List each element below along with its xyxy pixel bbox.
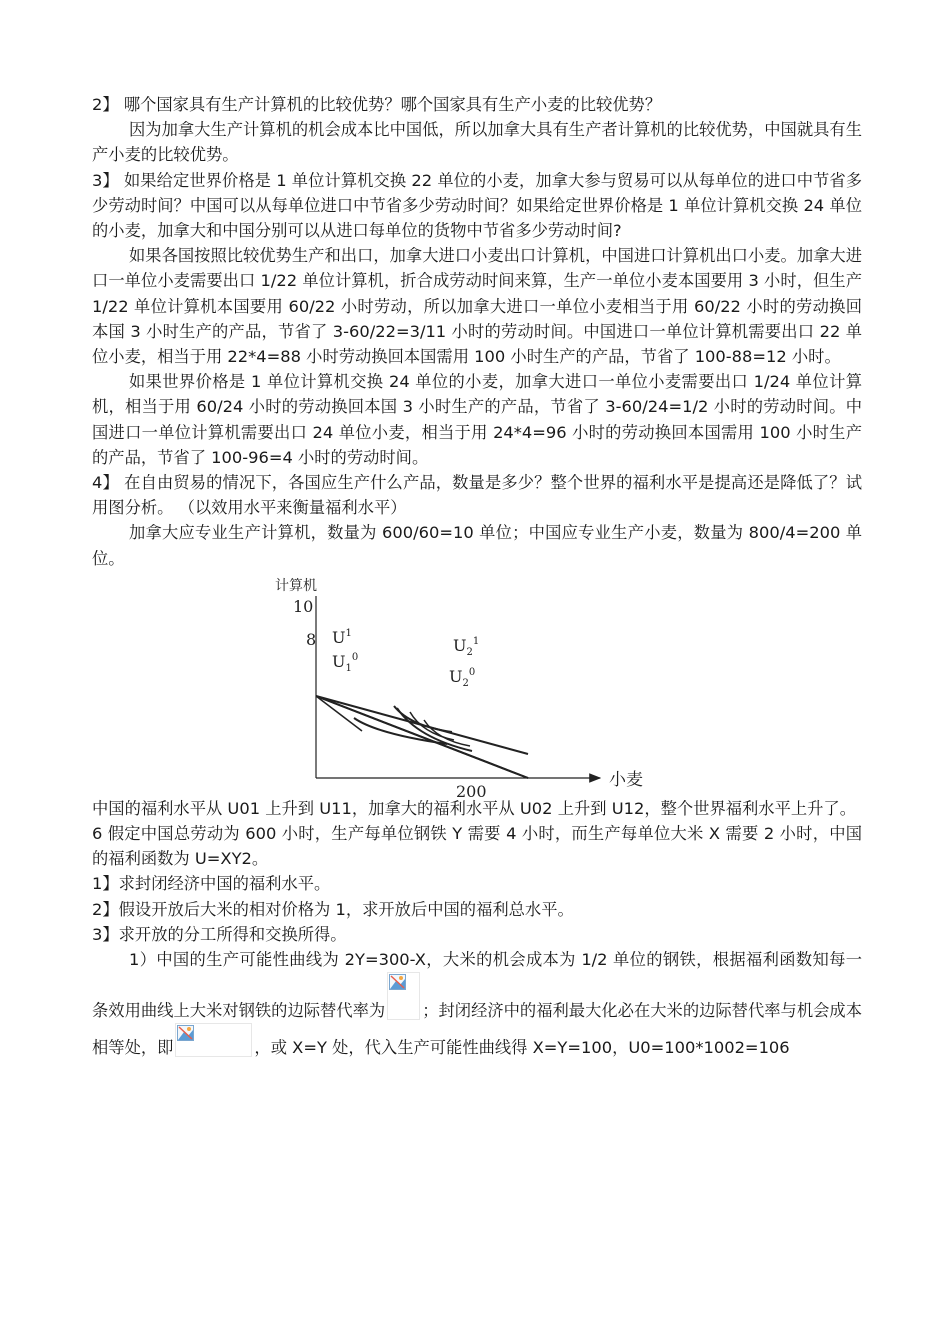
- q4-question: 4】 在自由贸易的情况下，各国应生产什么产品，数量是多少？整个世界的福利水平是提高还是降低了？试用图分析。 （以效用水平来衡量福利水平）: [92, 473, 862, 518]
- q6-answer-part-b: ；封闭经济中的福利最大化必在大米的边际替代率与机会成本相等处，即: [92, 1001, 862, 1058]
- q2-answer: 因为加拿大生产计算机的机会成本比中国低，所以加拿大具有生产者计算机的比较优势，中国就具有生产小麦的比较优势。: [92, 120, 862, 165]
- curve-label-u1-0: $U_1^0$: [332, 651, 359, 674]
- q4-answer: 加拿大应专业生产计算机，数量为 600/60=10 单位；中国应专业生产小麦，数量为 800/4=200 单位。: [92, 523, 862, 568]
- q6-sub3: 3】求开放的分工所得和交换所得。: [92, 924, 347, 944]
- q6-answer-part-c: ，或 X=Y 处，代入生产可能性曲线得 X=Y=100，U0=100*1002=106: [254, 1038, 790, 1058]
- q6-stem: 6 假定中国总劳动为 600 小时，生产每单位钢铁 Y 需要 4 小时，而生产每单位大米 X 需要 2 小时，中国的福利函数为 U=XY2。: [92, 824, 862, 869]
- x-axis-label: 小麦: [609, 769, 643, 790]
- q3-answer-1: 如果各国按照比较优势生产和出口，加拿大进口小麦出口计算机，中国进口计算机出口小麦。加拿大进口一单位小麦需要出口 1/22 单位计算机，折合成劳动时间来算，生产一单位小麦本国要用 3 小时，但生产 1/22 单位计算机本国要用 60/22 小时劳动，所以加拿大进口一单位小麦相当于用 60/22 小时的劳动换回本国 3 小时生产的产品，节省了 3-60/22=3/11 小时的劳动时间。中国进口一单位计算机需要出口 22 单位小麦，相当于用 22*4=88 小时劳动换回本国需用 100 小时生产的产品，节省了 100-88=12 小时。: [92, 246, 862, 367]
- broken-image-icon: [389, 974, 406, 990]
- q6-sub1: 1】求封闭经济中国的福利水平。: [92, 874, 331, 894]
- tick-label-10: 10: [293, 596, 314, 616]
- curve-label-u1-1: $U^1$: [332, 627, 352, 647]
- tick-label-8: 8: [306, 629, 317, 649]
- indifference-curve-figure: [92, 577, 862, 801]
- curve-label-u2-0: $U_2^0$: [449, 666, 476, 689]
- trade-welfare-diagram: [92, 577, 862, 801]
- world-trade-line: [316, 696, 528, 778]
- q6-answer: [92, 947, 862, 1061]
- q3-answer-2: 如果世界价格是 1 单位计算机交换 24 单位的小麦，加拿大进口一单位小麦需要出口 1/24 单位计算机，相当于用 60/24 小时的劳动换回本国 3 小时生产的产品，节省了 3-60/24=1/2 小时的劳动时间。中国进口一单位计算机需要出口 24 单位小麦，相当于用 24*4=96 小时的劳动换回本国需用 100 小时生产的产品，节省了 100-96=4 小时的劳动时间。: [92, 372, 862, 467]
- canada-production-line: [316, 696, 362, 731]
- welfare-conclusion: 中国的福利水平从 U01 上升到 U11，加拿大的福利水平从 U02 上升到 U12，整个世界福利水平上升了。: [92, 798, 856, 818]
- curve-label-u2-1: $U_2^1$: [453, 635, 480, 658]
- q2-question: 2】 哪个国家具有生产计算机的比较优势？哪个国家具有生产小麦的比较优势？: [92, 95, 662, 114]
- q6-sub2: 2】假设开放后大米的相对价格为 1，求开放后中国的福利总水平。: [92, 899, 574, 919]
- document-page: [92, 92, 862, 1061]
- y-axis-label: 计算机: [275, 577, 317, 594]
- broken-image-icon: [177, 1025, 194, 1041]
- broken-formula-image-icon: [387, 972, 420, 1020]
- broken-formula-image-icon: [175, 1023, 252, 1057]
- q3-question: 3】 如果给定世界价格是 1 单位计算机交换 22 单位的小麦，加拿大参与贸易可以从每单位的进口中节省多少劳动时间？中国可以从每单位进口中节省多少劳动时间？如果给定世界价格是 1 单位计算机交换 24 单位的小麦，加拿大和中国分别可以从进口每单位的货物中节省多少劳动时间?: [92, 170, 862, 241]
- q6-answer-part-a: 1）中国的生产可能性曲线为 2Y=300-X，大米的机会成本为 1/2 单位的钢铁，根据福利函数知每一条效用曲线上大米对钢铁的边际替代率为: [92, 950, 862, 1021]
- tick-label-200: 200: [456, 781, 487, 801]
